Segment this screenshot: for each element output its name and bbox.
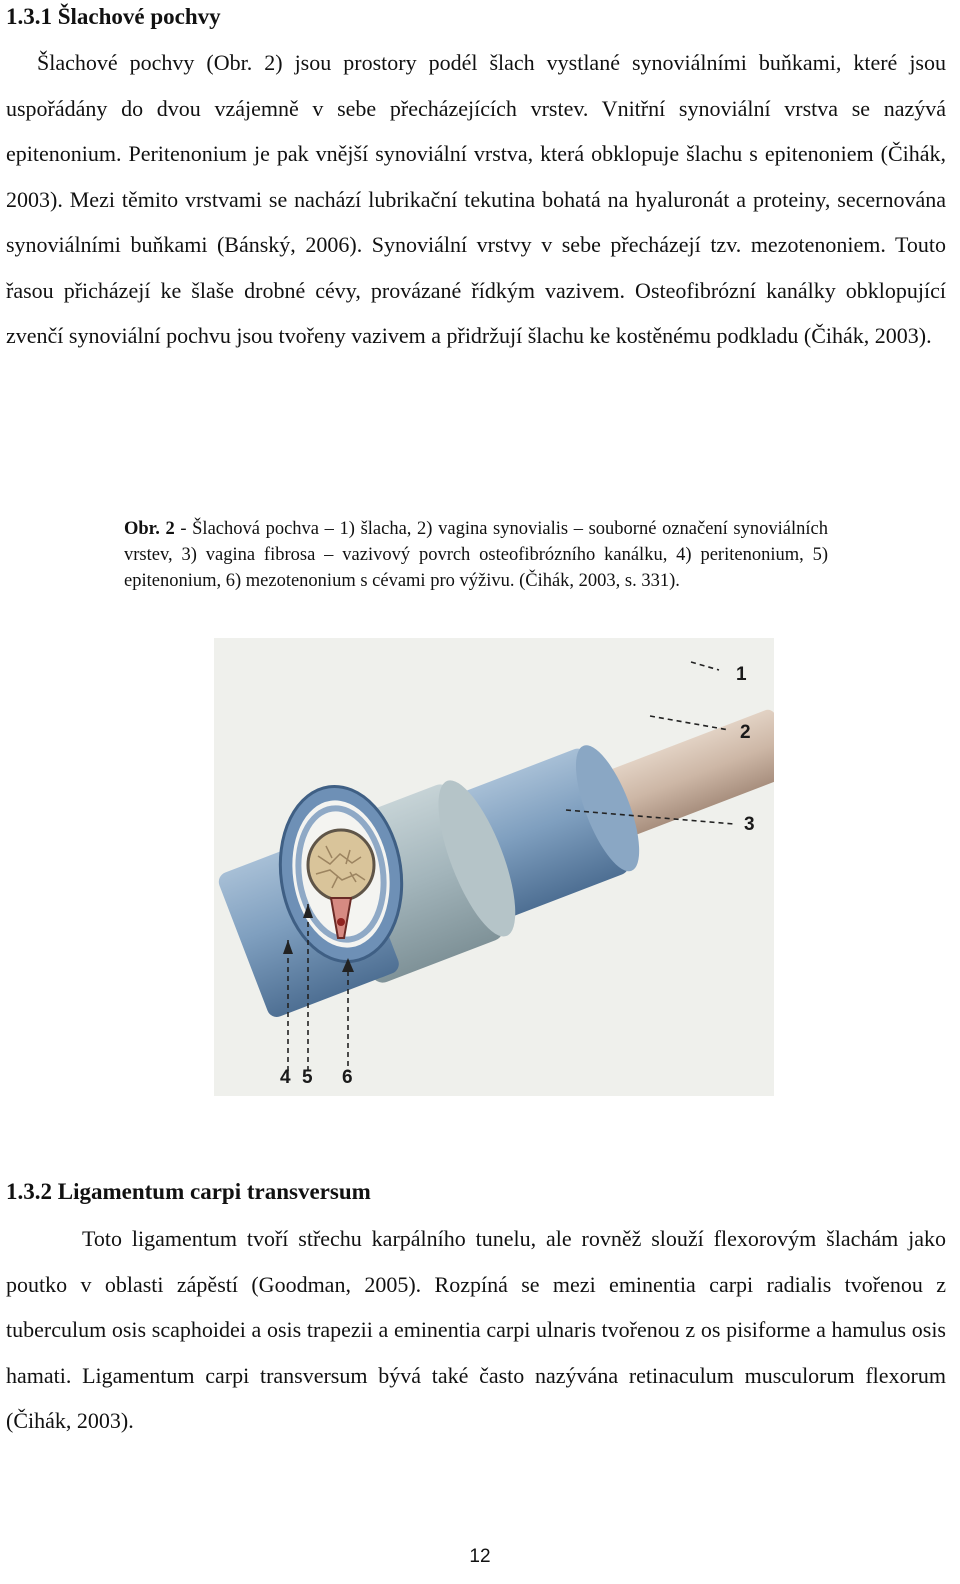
figure-caption [124, 516, 828, 594]
figure-caption-text: - Šlachová pochva – 1) šlacha, 2) vagina synovialis – souborné označení synoviálních vrstev, 3) vagina fibrosa – vazivový povrch osteofibrózního kanálku, 4) peritenonium, 5) epitenonium, 6) mezotenonium s cévami pro výživu. (Čihák, 2003, s. 331). [124, 519, 828, 591]
tendon-sheath-illustration [214, 638, 774, 1096]
label-6: 6 [342, 1067, 353, 1088]
page-number: 12 [469, 1546, 491, 1567]
label-3: 3 [744, 814, 755, 835]
section-1-3-2-paragraph: Toto ligamentum tvoří střechu karpálního tunelu, ale rovněž slouží flexorovým šlachám jako poutko v oblasti zápěstí (Goodman, 2005). Rozpíná se mezi eminentia carpi radialis tvořenou z tuberculum osis scaphoidei a osis trapezii a eminentia carpi ulnaris tvořenou z os pisiforme a hamulus osis hamati. Ligamentum carpi transversum bývá také často nazývána retinaculum musculorum flexorum (Čihák, 2003). [6, 1226, 946, 1433]
label-2: 2 [740, 722, 751, 743]
label-5: 5 [302, 1067, 313, 1088]
label-1: 1 [736, 664, 747, 685]
label-4: 4 [280, 1067, 291, 1088]
section-heading-1-3-2: 1.3.2 Ligamentum carpi transversum [6, 1179, 371, 1204]
figure-caption-label: Obr. 2 [124, 519, 175, 539]
section-1-3-1-paragraph: Šlachové pochvy (Obr. 2) jsou prostory podél šlach vystlané synoviálními buňkami, které jsou uspořádány do dvou vzájemně v sebe přecházejících vrstev. Vnitřní synoviální vrstva se nazývá epitenonium. Peritenonium je pak vnější synoviální vrstva, která obklopuje šlachu s epitenoniem (Čihák, 2003). Mezi těmito vrstvami se nachází lubrikační tekutina bohatá na hyaluronát a proteiny, secernována synoviálními buňkami (Bánský, 2006). Synoviální vrstvy v sebe přecházejí tzv. mezotenoniem. Touto řasou přicházejí ke šlaše drobné cévy, provázané řídkým vazivem. Osteofibrózní kanálky obklopující zvenčí synoviální pochvu jsou tvořeny vazivem a přidržují šlachu ke kostěnému podkladu (Čihák, 2003). [6, 50, 946, 348]
section-heading-1-3-1: 1.3.1 Šlachové pochvy [6, 4, 221, 29]
